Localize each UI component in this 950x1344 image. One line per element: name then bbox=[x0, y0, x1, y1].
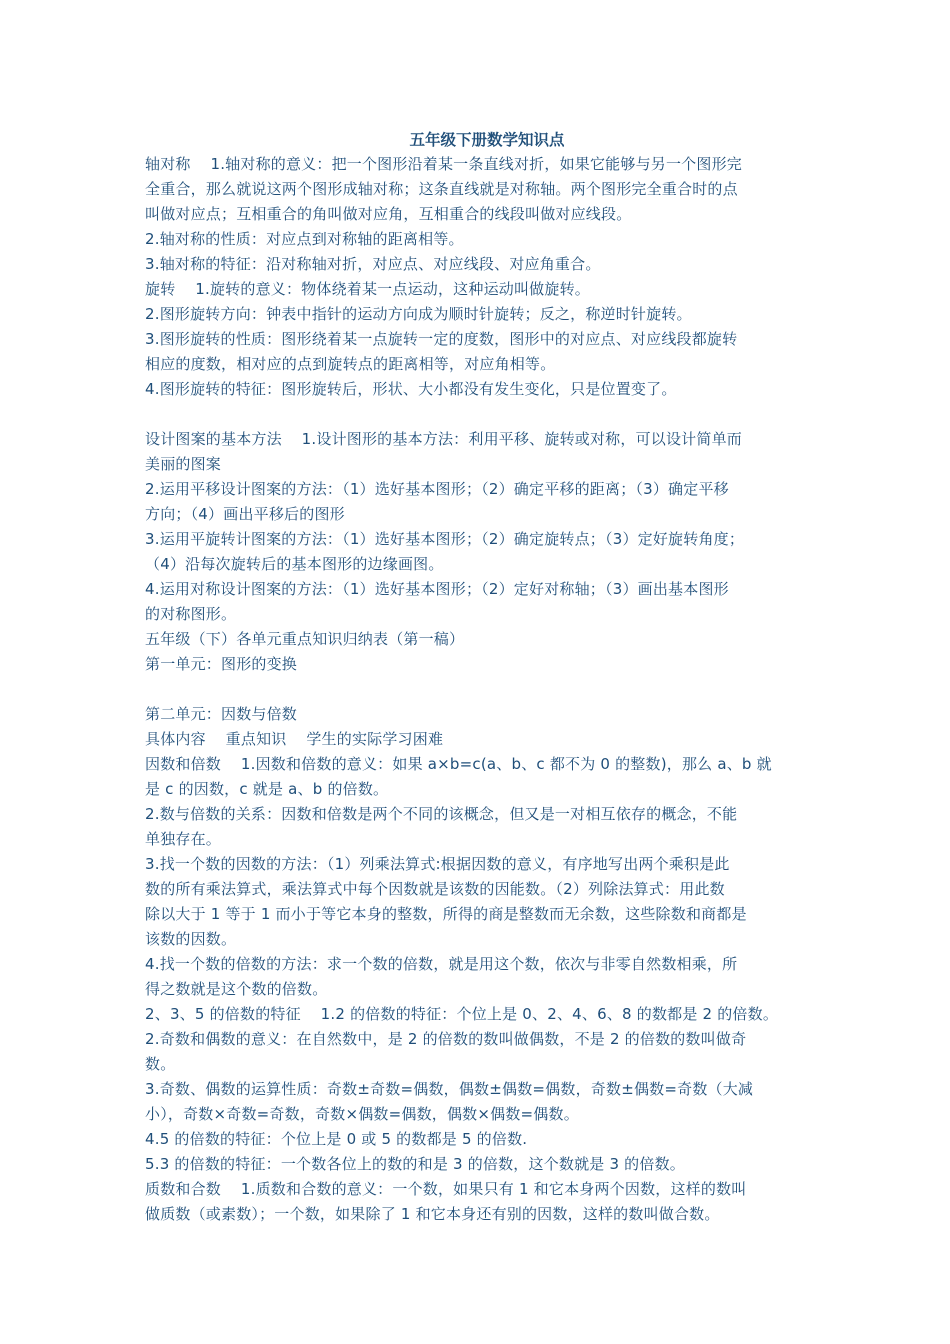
text-line: 相应的度数，相对应的点到旋转点的距离相等，对应角相等。 bbox=[145, 355, 556, 373]
text-line: 设计图案的基本方法 1.设计图形的基本方法：利用平移、旋转或对称，可以设计简单而 bbox=[145, 430, 742, 448]
text-line: 3.轴对称的特征：沿对称轴对折，对应点、对应线段、对应角重合。 bbox=[145, 255, 601, 273]
text-line: 4.运用对称设计图案的方法：（1）选好基本图形；（2）定好对称轴；（3）画出基本图形 bbox=[145, 580, 729, 598]
text-line: 叫做对应点；互相重合的角叫做对应角，互相重合的线段叫做对应线段。 bbox=[145, 205, 632, 223]
text-line: 该数的因数。 bbox=[145, 930, 237, 948]
text-line: 2.图形旋转方向：钟表中指针的运动方向成为顺时针旋转；反之，称逆时针旋转。 bbox=[145, 305, 692, 323]
text-line: （4）沿每次旋转后的基本图形的边缘画图。 bbox=[145, 555, 444, 573]
text-line: 全重合，那么就说这两个图形成轴对称；这条直线就是对称轴。两个图形完全重合时的点 bbox=[145, 180, 738, 198]
document-page bbox=[145, 128, 817, 1227]
text-line: 3.图形旋转的性质：图形绕着某一点旋转一定的度数，图形中的对应点、对应线段都旋转 bbox=[145, 330, 738, 348]
text-line: 得之数就是这个数的倍数。 bbox=[145, 980, 328, 998]
text-line: 旋转 1.旋转的意义：物体绕着某一点运动，这种运动叫做旋转。 bbox=[145, 280, 590, 298]
text-line: 3.奇数、偶数的运算性质：奇数±奇数=偶数，偶数±偶数=偶数，奇数±偶数=奇数（大减 bbox=[145, 1080, 754, 1098]
text-line: 是 c 的因数，c 就是 a、b 的倍数。 bbox=[145, 780, 389, 798]
text-line: 数。 bbox=[145, 1055, 176, 1073]
text-line: 做质数（或素数）；一个数，如果除了 1 和它本身还有别的因数，这样的数叫做合数。 bbox=[145, 1205, 720, 1223]
text-line: 3.运用平旋转计图案的方法：（1）选好基本图形；（2）确定旋转点；（3）定好旋转角度； bbox=[145, 530, 745, 548]
text-line: 4.找一个数的倍数的方法：求一个数的倍数，就是用这个数，依次与非零自然数相乘，所 bbox=[145, 955, 738, 973]
text-line: 方向；（4）画出平移后的图形 bbox=[145, 505, 345, 523]
text-line: 数的所有乘法算式，乘法算式中每个因数就是该数的因能数。（2）列除法算式：用此数 bbox=[145, 880, 725, 898]
text-line bbox=[145, 402, 817, 427]
text-line: 2.轴对称的性质：对应点到对称轴的距离相等。 bbox=[145, 230, 464, 248]
text-line: 第一单元：图形的变换 bbox=[145, 655, 298, 673]
text-line: 5.3 的倍数的特征：一个数各位上的数的和是 3 的倍数，这个数就是 3 的倍数。 bbox=[145, 1155, 685, 1173]
document-title: 五年级下册数学知识点 bbox=[409, 131, 565, 149]
text-line: 4.5 的倍数的特征：个位上是 0 或 5 的数都是 5 的倍数. bbox=[145, 1130, 528, 1148]
text-line: 第二单元：因数与倍数 bbox=[145, 705, 298, 723]
text-line: 的对称图形。 bbox=[145, 605, 237, 623]
text-line: 轴对称 1.轴对称的意义：把一个图形沿着某一条直线对折，如果它能够与另一个图形完 bbox=[145, 155, 742, 173]
text-line: 2.数与倍数的关系：因数和倍数是两个不同的该概念，但又是一对相互依存的概念，不能 bbox=[145, 805, 738, 823]
text-line: 2.运用平移设计图案的方法：（1）选好基本图形；（2）确定平移的距离；（3）确定平移 bbox=[145, 480, 729, 498]
text-line: 4.图形旋转的特征：图形旋转后，形状、大小都没有发生变化，只是位置变了。 bbox=[145, 380, 677, 398]
text-line: 小），奇数×奇数=奇数，奇数×偶数=偶数，偶数×偶数=偶数。 bbox=[145, 1105, 579, 1123]
text-line: 质数和合数 1.质数和合数的意义：一个数，如果只有 1 和它本身两个因数，这样的数叫 bbox=[145, 1180, 747, 1198]
text-line: 美丽的图案 bbox=[145, 455, 222, 473]
text-line: 单独存在。 bbox=[145, 830, 222, 848]
text-line: 3.找一个数的因数的方法：（1）列乘法算式:根据因数的意义，有序地写出两个乘积是此 bbox=[145, 855, 730, 873]
text-line: 2.奇数和偶数的意义：在自然数中，是 2 的倍数的数叫做偶数，不是 2 的倍数的数叫做奇 bbox=[145, 1030, 747, 1048]
text-line: 五年级（下）各单元重点知识归纳表（第一稿） bbox=[145, 630, 465, 648]
text-line: 因数和倍数 1.因数和倍数的意义：如果 a×b=c(a、b、c 都不为 0 的整数)，那么 a、b 就 bbox=[145, 755, 772, 773]
text-line: 除以大于 1 等于 1 而小于等它本身的整数，所得的商是整数而无余数，这些除数和商都是 bbox=[145, 905, 747, 923]
document-body bbox=[145, 152, 817, 1227]
text-line: 具体内容 重点知识 学生的实际学习困难 bbox=[145, 730, 444, 748]
text-line: 2、3、5 的倍数的特征 1.2 的倍数的特征：个位上是 0、2、4、6、8 的数都是 2 的倍数。 bbox=[145, 1005, 779, 1023]
text-line bbox=[145, 677, 817, 702]
